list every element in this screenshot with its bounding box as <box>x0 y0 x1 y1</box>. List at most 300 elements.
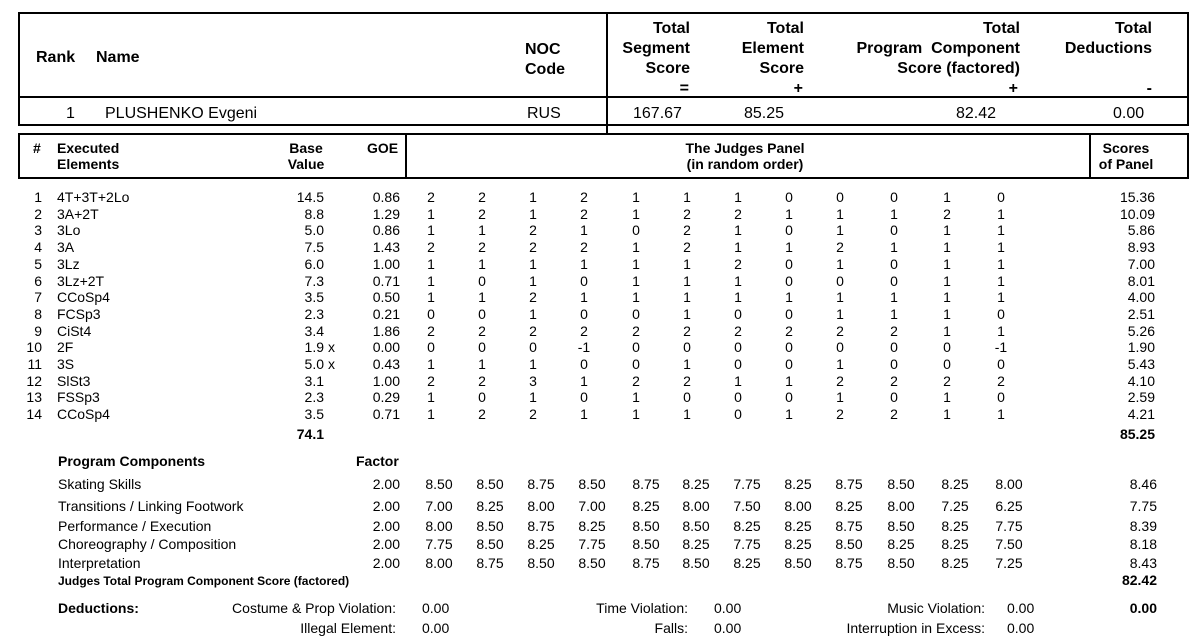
judge-component-mark: 8.50 <box>632 536 660 552</box>
judge-goe-mark: 0 <box>632 356 640 372</box>
element-number: 12 <box>26 373 42 389</box>
element-panel-score: 8.01 <box>1127 273 1155 289</box>
judge-goe-mark: 2 <box>943 206 951 222</box>
judge-goe-mark: 1 <box>943 256 951 272</box>
judge-goe-mark: 0 <box>943 356 951 372</box>
element-goe: 1.86 <box>372 323 400 339</box>
judge-component-mark: 8.25 <box>784 536 812 552</box>
judge-goe-mark: 2 <box>529 406 537 422</box>
judge-goe-mark: 0 <box>785 389 793 405</box>
time-violation-value: 0.00 <box>714 600 742 616</box>
judge-component-mark: 8.25 <box>887 536 915 552</box>
element-code: 3A <box>57 239 75 255</box>
judge-goe-mark: 2 <box>478 406 486 422</box>
judge-goe-mark: 2 <box>890 373 898 389</box>
judge-goe-mark: 1 <box>529 206 537 222</box>
judge-goe-mark: 1 <box>997 406 1005 422</box>
element-late-bonus-marker: x <box>328 339 335 355</box>
judge-component-mark: 8.25 <box>578 518 606 534</box>
judge-goe-mark: 2 <box>580 206 588 222</box>
judge-goe-mark: 0 <box>997 389 1005 405</box>
judge-goe-mark: 1 <box>943 389 951 405</box>
judge-goe-mark: 1 <box>734 222 742 238</box>
component-panel-score: 8.46 <box>1129 476 1157 492</box>
judge-component-mark: 8.50 <box>527 555 555 571</box>
element-number: 13 <box>26 389 42 405</box>
judge-goe-mark: 1 <box>734 273 742 289</box>
element-base-value: 2.3 <box>304 389 324 405</box>
judge-component-mark: 8.25 <box>784 518 812 534</box>
elements-header-vdivider-right <box>1089 133 1091 179</box>
tss-label <box>600 19 690 99</box>
judge-goe-mark: 0 <box>580 356 588 372</box>
judge-goe-mark: 1 <box>734 189 742 205</box>
judge-component-mark: 8.50 <box>887 555 915 571</box>
name-label: Name <box>96 49 140 66</box>
judge-goe-mark: 0 <box>836 273 844 289</box>
judge-goe-mark: 1 <box>997 273 1005 289</box>
judge-goe-mark: 1 <box>632 239 640 255</box>
judge-goe-mark: 2 <box>683 323 691 339</box>
judge-goe-mark: 2 <box>529 289 537 305</box>
skater-tes: 85.25 <box>744 105 785 122</box>
scores-label-line1: Scores <box>1102 140 1150 156</box>
element-code: 3Lo <box>57 222 81 238</box>
component-name: Choreography / Composition <box>58 536 237 552</box>
element-goe: 0.43 <box>372 356 400 372</box>
element-code: FSSp3 <box>57 389 100 405</box>
judge-goe-mark: 2 <box>997 373 1005 389</box>
judge-goe-mark: 0 <box>836 339 844 355</box>
judge-goe-mark: 1 <box>580 373 588 389</box>
judge-component-mark: 8.50 <box>682 518 710 534</box>
judge-goe-mark: 2 <box>836 239 844 255</box>
judge-goe-mark: 1 <box>580 289 588 305</box>
judge-goe-mark: 1 <box>529 256 537 272</box>
judge-goe-mark: 0 <box>890 222 898 238</box>
ded-label-line2: Deductions <box>1064 40 1152 57</box>
element-code: CiSt4 <box>57 323 92 339</box>
judge-component-mark: 8.25 <box>632 498 660 514</box>
component-factor: 2.00 <box>372 476 400 492</box>
elements-exec-label <box>57 140 119 172</box>
judge-goe-mark: 2 <box>427 323 435 339</box>
judge-goe-mark: 1 <box>943 406 951 422</box>
judge-goe-mark: 2 <box>529 323 537 339</box>
judge-goe-mark: 1 <box>427 222 435 238</box>
element-code: SlSt3 <box>57 373 91 389</box>
element-goe: 1.00 <box>372 373 400 389</box>
judge-component-mark: 8.00 <box>784 498 812 514</box>
judge-goe-mark: 2 <box>683 373 691 389</box>
judge-goe-mark: 1 <box>997 289 1005 305</box>
judge-goe-mark: 1 <box>997 206 1005 222</box>
judge-goe-mark: 1 <box>943 273 951 289</box>
skater-name: PLUSHENKO Evgeni <box>105 105 258 122</box>
ded-sign: - <box>1146 80 1152 97</box>
judge-goe-mark: 1 <box>836 356 844 372</box>
judge-goe-mark: 0 <box>997 356 1005 372</box>
judge-goe-mark: 1 <box>890 239 898 255</box>
element-base-value: 5.0 <box>304 356 324 372</box>
judge-goe-mark: 1 <box>683 306 691 322</box>
element-goe: 0.86 <box>372 222 400 238</box>
costume-violation-label: Costume & Prop Violation: <box>232 600 396 616</box>
judge-goe-mark: 0 <box>785 356 793 372</box>
element-goe: 1.00 <box>372 256 400 272</box>
judge-goe-mark: 2 <box>836 373 844 389</box>
judge-goe-mark: 2 <box>580 189 588 205</box>
element-panel-score: 5.26 <box>1127 323 1155 339</box>
judge-component-mark: 8.75 <box>527 518 555 534</box>
judge-goe-mark: 0 <box>890 273 898 289</box>
judge-goe-mark: 0 <box>997 306 1005 322</box>
judge-component-mark: 8.25 <box>682 476 710 492</box>
exec-label-line1: Executed <box>57 140 120 156</box>
skater-noc: RUS <box>527 105 561 122</box>
judge-goe-mark: 0 <box>427 339 435 355</box>
judge-goe-mark: 2 <box>580 239 588 255</box>
judge-goe-mark: 0 <box>785 189 793 205</box>
judge-goe-mark: 1 <box>632 406 640 422</box>
time-violation-label: Time Violation: <box>596 600 688 616</box>
judge-component-mark: 8.50 <box>887 476 915 492</box>
judge-component-mark: 8.00 <box>682 498 710 514</box>
judge-goe-mark: 0 <box>785 339 793 355</box>
deductions-total: 0.00 <box>1129 600 1157 616</box>
element-goe: 0.21 <box>372 306 400 322</box>
rank-label: Rank <box>36 49 76 66</box>
judge-component-mark: 7.75 <box>733 476 761 492</box>
judge-goe-mark: 2 <box>478 323 486 339</box>
judge-component-mark: 8.00 <box>425 518 453 534</box>
judge-goe-mark: 2 <box>890 323 898 339</box>
component-panel-score: 7.75 <box>1129 498 1157 514</box>
judge-goe-mark: 3 <box>529 373 537 389</box>
judge-goe-mark: 1 <box>997 323 1005 339</box>
judge-goe-mark: 1 <box>943 289 951 305</box>
element-base-value: 7.5 <box>304 239 324 255</box>
element-number: 5 <box>34 256 42 272</box>
judge-goe-mark: 1 <box>427 256 435 272</box>
judge-goe-mark: 0 <box>478 306 486 322</box>
judge-goe-mark: 0 <box>890 339 898 355</box>
element-goe: 0.71 <box>372 406 400 422</box>
judge-component-mark: 8.50 <box>476 536 504 552</box>
judge-goe-mark: 1 <box>683 273 691 289</box>
pcs-label-line3: Score (factored) <box>897 60 1020 77</box>
element-code: 3Lz+2T <box>57 273 105 289</box>
element-goe: 0.29 <box>372 389 400 405</box>
element-goe: 1.29 <box>372 206 400 222</box>
pcs-total-value: 82.42 <box>1121 572 1157 588</box>
judge-goe-mark: 1 <box>580 222 588 238</box>
element-panel-score: 4.10 <box>1127 373 1155 389</box>
skater-rank: 1 <box>66 105 75 122</box>
music-violation-label: Music Violation: <box>887 600 985 616</box>
judge-goe-mark: 1 <box>785 239 793 255</box>
judge-goe-mark: 1 <box>836 389 844 405</box>
skater-tss: 167.67 <box>633 105 682 122</box>
component-factor: 2.00 <box>372 555 400 571</box>
element-base-value: 14.5 <box>296 189 324 205</box>
component-name: Skating Skills <box>58 476 142 492</box>
element-panel-score: 1.90 <box>1127 339 1155 355</box>
elements-num-label: # <box>33 140 41 156</box>
element-panel-score: 10.09 <box>1119 206 1155 222</box>
ded-spacer <box>1040 59 1152 79</box>
judge-goe-mark: 2 <box>478 373 486 389</box>
judge-goe-mark: 0 <box>734 389 742 405</box>
pcs-label-line2: Program Component <box>856 40 1020 57</box>
base-label-line2: Value <box>287 156 325 172</box>
judge-goe-mark: 1 <box>427 356 435 372</box>
judge-goe-mark: 1 <box>632 273 640 289</box>
element-panel-score: 5.86 <box>1127 222 1155 238</box>
judge-goe-mark: 0 <box>478 339 486 355</box>
judge-component-mark: 8.25 <box>784 476 812 492</box>
illegal-element-value: 0.00 <box>422 620 450 636</box>
judge-goe-mark: 0 <box>580 273 588 289</box>
judge-goe-mark: 2 <box>580 323 588 339</box>
judge-component-mark: 8.75 <box>632 555 660 571</box>
interruption-value: 0.00 <box>1007 620 1035 636</box>
element-code: CCoSp4 <box>57 289 110 305</box>
judge-goe-mark: 2 <box>427 373 435 389</box>
elements-header-box <box>18 133 1189 179</box>
judge-goe-mark: 2 <box>632 373 640 389</box>
elements-base-label <box>280 140 332 172</box>
judge-goe-mark: 0 <box>529 339 537 355</box>
judge-component-mark: 8.25 <box>941 555 969 571</box>
exec-label-line2: Elements <box>57 156 120 172</box>
judge-goe-mark: 1 <box>943 306 951 322</box>
skater-ded: 0.00 <box>1113 105 1145 122</box>
tes-label-line2: Element <box>741 40 804 57</box>
falls-value: 0.00 <box>714 620 742 636</box>
judge-goe-mark: 0 <box>734 339 742 355</box>
judge-goe-mark: 2 <box>683 206 691 222</box>
judge-goe-mark: 0 <box>632 339 640 355</box>
element-number: 8 <box>34 306 42 322</box>
judge-goe-mark: 2 <box>734 323 742 339</box>
element-base-value: 1.9 <box>304 339 324 355</box>
noc-label-line1: NOC <box>525 41 561 58</box>
judge-goe-mark: 1 <box>683 256 691 272</box>
judge-goe-mark: 0 <box>785 306 793 322</box>
judge-goe-mark: 1 <box>632 189 640 205</box>
judge-component-mark: 8.50 <box>682 555 710 571</box>
element-number: 9 <box>34 323 42 339</box>
judge-component-mark: 8.75 <box>835 518 863 534</box>
judge-goe-mark: 1 <box>734 289 742 305</box>
judge-goe-mark: 0 <box>632 222 640 238</box>
judge-component-mark: 8.50 <box>835 536 863 552</box>
judge-goe-mark: 1 <box>836 289 844 305</box>
element-code: 3A+2T <box>57 206 99 222</box>
judge-goe-mark: 0 <box>943 339 951 355</box>
element-base-value: 3.1 <box>304 373 324 389</box>
judge-component-mark: 8.25 <box>941 536 969 552</box>
judge-goe-mark: 1 <box>836 222 844 238</box>
element-number: 10 <box>26 339 42 355</box>
judge-goe-mark: 1 <box>580 406 588 422</box>
judge-goe-mark: 1 <box>632 289 640 305</box>
judge-goe-mark: 2 <box>943 373 951 389</box>
judge-goe-mark: 0 <box>836 189 844 205</box>
judge-component-mark: 8.50 <box>476 518 504 534</box>
judge-component-mark: 7.25 <box>995 555 1023 571</box>
judge-goe-mark: 0 <box>427 306 435 322</box>
judge-goe-mark: 0 <box>890 389 898 405</box>
judge-goe-mark: 1 <box>943 323 951 339</box>
ded-label-line1: Total <box>1114 20 1152 37</box>
judge-goe-mark: 0 <box>785 222 793 238</box>
element-base-value: 3.5 <box>304 289 324 305</box>
judge-component-mark: 8.25 <box>835 498 863 514</box>
judge-component-mark: 8.75 <box>835 476 863 492</box>
element-base-value: 6.0 <box>304 256 324 272</box>
element-code: 4T+3T+2Lo <box>57 189 130 205</box>
judge-goe-mark: 1 <box>529 189 537 205</box>
base-value-total: 74.1 <box>296 426 324 442</box>
pcs-total-label: Judges Total Program Component Score (factored) <box>58 574 350 588</box>
judge-goe-mark: 1 <box>632 389 640 405</box>
judge-goe-mark: 1 <box>943 239 951 255</box>
judge-goe-mark: 1 <box>478 356 486 372</box>
interruption-label: Interruption in Excess: <box>846 620 985 636</box>
element-panel-score: 15.36 <box>1119 189 1155 205</box>
panel-label-line1: The Judges Panel <box>685 140 805 156</box>
element-base-value: 2.3 <box>304 306 324 322</box>
judge-goe-mark: 1 <box>836 206 844 222</box>
judge-goe-mark: 2 <box>478 189 486 205</box>
element-number: 3 <box>34 222 42 238</box>
judge-goe-mark: 1 <box>785 373 793 389</box>
judge-component-mark: 8.00 <box>887 498 915 514</box>
element-base-value: 3.5 <box>304 406 324 422</box>
judge-goe-mark: 0 <box>683 389 691 405</box>
judge-component-mark: 8.50 <box>784 555 812 571</box>
judges-panel-label <box>640 140 850 172</box>
element-number: 1 <box>34 189 42 205</box>
tss-sign: = <box>679 80 689 97</box>
judge-component-mark: 8.25 <box>941 518 969 534</box>
element-panel-score: 8.93 <box>1127 239 1155 255</box>
element-base-value: 3.4 <box>304 323 324 339</box>
judge-goe-mark: 0 <box>890 256 898 272</box>
judge-component-mark: 8.50 <box>425 476 453 492</box>
element-panel-score: 7.00 <box>1127 256 1155 272</box>
judge-goe-mark: 0 <box>580 306 588 322</box>
judge-goe-mark: 0 <box>734 306 742 322</box>
element-code: 2F <box>57 339 74 355</box>
element-code: FCSp3 <box>57 306 101 322</box>
judge-component-mark: 8.50 <box>578 555 606 571</box>
element-code: CCoSp4 <box>57 406 110 422</box>
judge-goe-mark: 1 <box>836 256 844 272</box>
component-panel-score: 8.43 <box>1129 555 1157 571</box>
element-number: 6 <box>34 273 42 289</box>
tes-label-line1: Total <box>766 20 804 37</box>
judge-goe-mark: 2 <box>478 239 486 255</box>
judge-goe-mark: 2 <box>632 323 640 339</box>
tss-label-line3: Score <box>645 60 690 77</box>
judge-goe-mark: 2 <box>734 256 742 272</box>
illegal-element-label: Illegal Element: <box>300 620 396 636</box>
judge-goe-mark: 2 <box>734 206 742 222</box>
judge-goe-mark: 1 <box>683 189 691 205</box>
element-goe: 0.86 <box>372 189 400 205</box>
component-panel-score: 8.18 <box>1129 536 1157 552</box>
element-panel-score: 5.43 <box>1127 356 1155 372</box>
element-base-value: 8.8 <box>304 206 324 222</box>
component-factor: 2.00 <box>372 498 400 514</box>
element-late-bonus-marker: x <box>328 356 335 372</box>
element-score-total: 85.25 <box>1119 426 1155 442</box>
tes-label <box>720 19 804 99</box>
scores-of-panel-label <box>1092 140 1160 172</box>
judge-component-mark: 8.50 <box>887 518 915 534</box>
judge-component-mark: 8.25 <box>733 518 761 534</box>
component-name: Performance / Execution <box>58 518 212 534</box>
element-code: 3S <box>57 356 75 372</box>
noc-label-line2: Code <box>525 61 565 78</box>
judge-goe-mark: 1 <box>836 306 844 322</box>
judge-goe-mark: 2 <box>427 189 435 205</box>
judge-goe-mark: 2 <box>529 239 537 255</box>
judge-goe-mark: 1 <box>734 373 742 389</box>
pcs-label-line1: Total <box>982 20 1020 37</box>
judge-goe-mark: 1 <box>427 406 435 422</box>
component-factor: 2.00 <box>372 518 400 534</box>
component-factor: 2.00 <box>372 536 400 552</box>
judge-goe-mark: 0 <box>478 273 486 289</box>
element-goe: 1.43 <box>372 239 400 255</box>
judge-component-mark: 8.25 <box>527 536 555 552</box>
judge-component-mark: 7.75 <box>733 536 761 552</box>
judge-component-mark: 8.75 <box>476 555 504 571</box>
judge-component-mark: 8.25 <box>476 498 504 514</box>
judge-component-mark: 7.75 <box>995 518 1023 534</box>
judge-component-mark: 8.50 <box>632 518 660 534</box>
scores-label-line2: of Panel <box>1098 156 1154 172</box>
judge-goe-mark: 1 <box>529 306 537 322</box>
judge-goe-mark: 2 <box>683 239 691 255</box>
judge-goe-mark: 1 <box>997 222 1005 238</box>
judge-goe-mark: 2 <box>836 323 844 339</box>
judge-goe-mark: 1 <box>785 406 793 422</box>
judge-goe-mark: 0 <box>785 273 793 289</box>
tss-label-line2: Segment <box>622 40 690 57</box>
judge-goe-mark: 0 <box>683 339 691 355</box>
judge-component-mark: 8.75 <box>527 476 555 492</box>
deductions-label: Deductions: <box>58 600 139 616</box>
judge-goe-mark: 1 <box>785 206 793 222</box>
judge-goe-mark: 2 <box>529 222 537 238</box>
judge-goe-mark: 1 <box>683 406 691 422</box>
judge-goe-mark: 2 <box>478 206 486 222</box>
judge-goe-mark: 1 <box>890 206 898 222</box>
tes-sign: + <box>793 80 803 97</box>
elements-header-vdivider-left <box>405 133 407 179</box>
judge-goe-mark: 1 <box>997 239 1005 255</box>
costume-violation-value: 0.00 <box>422 600 450 616</box>
judge-component-mark: 7.75 <box>578 536 606 552</box>
pcs-sign: + <box>1008 80 1018 97</box>
judge-component-mark: 7.00 <box>425 498 453 514</box>
base-label-line1: Base <box>289 140 323 156</box>
